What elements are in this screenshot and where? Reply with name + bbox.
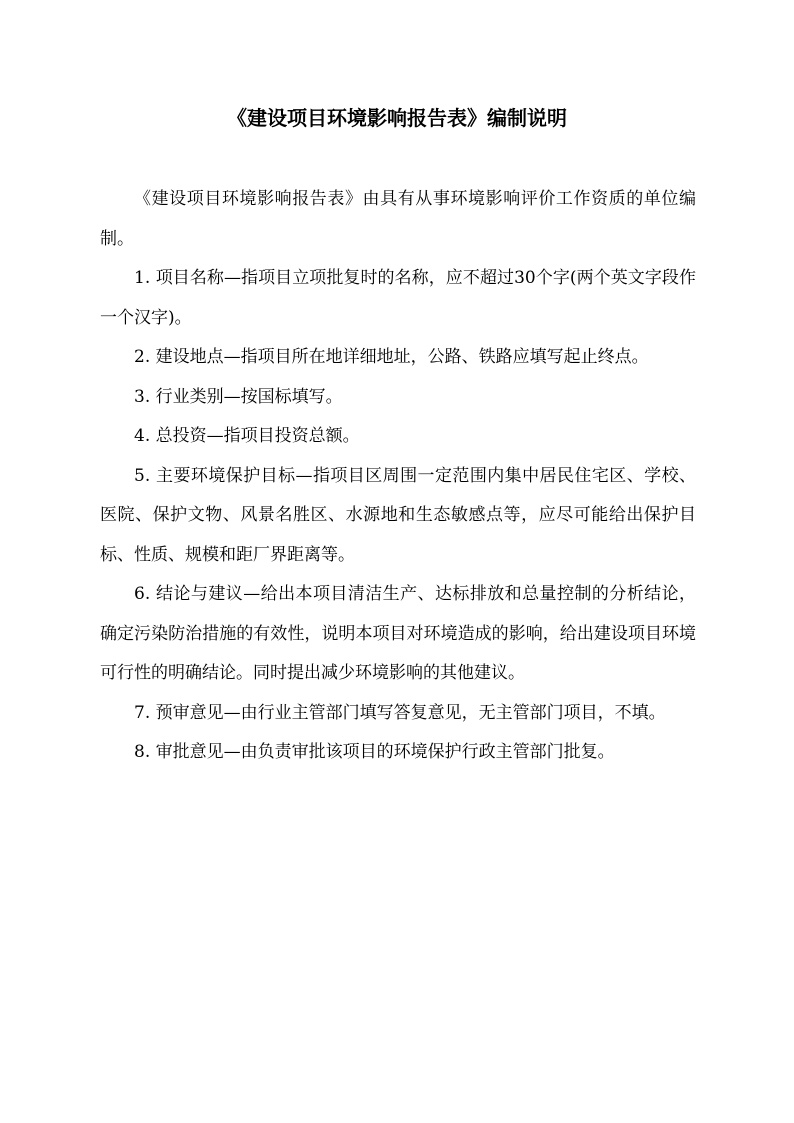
item-total-investment: 4. 总投资—指项目投资总额。 — [134, 426, 360, 446]
item-protection-targets: 5. 主要环境保护目标—指项目区周围一定范围内集中居民住宅区、学校、医院、保护文物、风景名胜区、水源地和生态敏感点等，应尽可能给出保护目标、性质、规模和距厂界距离等。 — [100, 465, 696, 565]
item-industry-category: 3. 行业类别—按国标填写。 — [134, 386, 343, 407]
document-title: 《建设项目环境影响报告表》编制说明 — [227, 106, 567, 130]
document-body — [100, 180, 696, 773]
intro-paragraph: 《建设项目环境影响报告表》由具有从事环境影响评价工作资质的单位编制。 — [100, 189, 696, 249]
item-pre-review-opinion: 7. 预审意见—由行业主管部门填写答复意见，无主管部门项目，不填。 — [134, 702, 666, 723]
item-construction-site: 2. 建设地点—指项目所在地详细地址，公路、铁路应填写起止终点。 — [134, 347, 649, 367]
item-approval-opinion: 8. 审批意见—由负责审批该项目的环境保护行政主管部门批复。 — [134, 742, 615, 762]
item-project-name: 1. 项目名称—指项目立项批复时的名称，应不超过30个字(两个英文字段作一个汉字)。 — [100, 268, 696, 328]
item-conclusions: 6. 结论与建议—给出本项目清洁生产、达标排放和总量控制的分析结论，确定污染防治措施的有效性，说明本项目对环境造成的影响，给出建设项目环境可行性的明确结论。同时提出减少环境影响的其他建议。 — [100, 584, 696, 683]
